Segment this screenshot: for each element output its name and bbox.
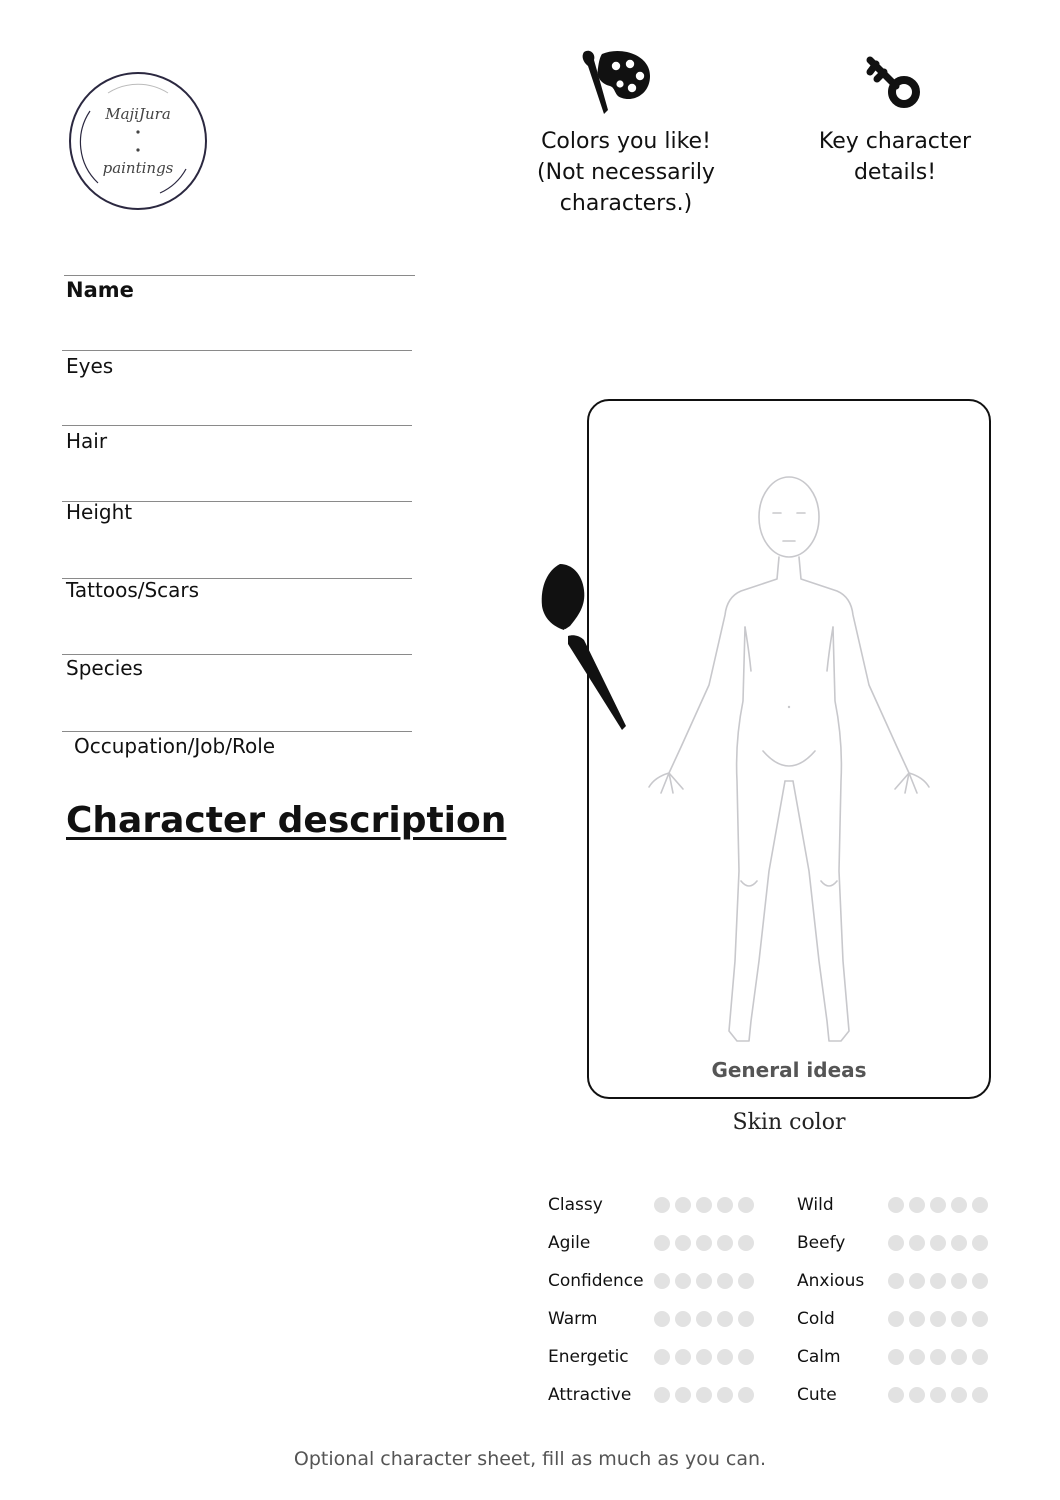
character-description-title: Character description <box>66 800 507 841</box>
rating-dot[interactable] <box>654 1235 670 1251</box>
trait-rating-dots[interactable] <box>654 1349 754 1365</box>
rating-dot[interactable] <box>717 1387 733 1403</box>
rating-dot[interactable] <box>738 1349 754 1365</box>
colors-prompt-line2: (Not necessarily <box>537 160 715 185</box>
logo-circle <box>68 71 208 211</box>
field-label-height: Height <box>66 500 133 524</box>
rating-dot[interactable] <box>972 1235 988 1251</box>
rating-dot[interactable] <box>738 1273 754 1289</box>
trait-rating-dots[interactable] <box>654 1235 754 1251</box>
rating-dot[interactable] <box>930 1273 946 1289</box>
figure-frame <box>587 399 991 1099</box>
body-outline-illustration <box>589 401 989 1097</box>
rating-dot[interactable] <box>717 1311 733 1327</box>
trait-label: Cold <box>797 1309 835 1329</box>
trait-rating-dots[interactable] <box>888 1197 988 1213</box>
rating-dot[interactable] <box>951 1349 967 1365</box>
trait-row <box>548 1347 758 1385</box>
trait-rating-dots[interactable] <box>888 1235 988 1251</box>
colors-prompt-line1: Colors you like! <box>541 129 711 154</box>
trait-row <box>548 1233 758 1271</box>
logo-text-top: MajiJura <box>105 105 171 123</box>
trait-label: Agile <box>548 1233 591 1253</box>
rating-dot[interactable] <box>675 1387 691 1403</box>
rating-dot[interactable] <box>951 1197 967 1213</box>
trait-rating-dots[interactable] <box>654 1311 754 1327</box>
trait-row <box>548 1271 758 1309</box>
key-icon <box>862 52 924 110</box>
rating-dot[interactable] <box>675 1197 691 1213</box>
rating-dot[interactable] <box>675 1311 691 1327</box>
trait-row <box>797 1347 992 1385</box>
rating-dot[interactable] <box>888 1273 904 1289</box>
rating-dot[interactable] <box>951 1387 967 1403</box>
colors-prompt <box>526 126 726 219</box>
trait-row <box>548 1385 758 1423</box>
rating-dot[interactable] <box>696 1235 712 1251</box>
rating-dot[interactable] <box>909 1273 925 1289</box>
rating-dot[interactable] <box>951 1235 967 1251</box>
footer-note: Optional character sheet, fill as much as you can. <box>293 1448 767 1470</box>
rating-dot[interactable] <box>888 1235 904 1251</box>
trait-label: Beefy <box>797 1233 846 1253</box>
colors-prompt-line3: characters.) <box>559 191 693 216</box>
trait-label: Classy <box>548 1195 603 1215</box>
rating-dot[interactable] <box>654 1349 670 1365</box>
rating-dot[interactable] <box>717 1349 733 1365</box>
rating-dot[interactable] <box>909 1311 925 1327</box>
rating-dot[interactable] <box>675 1273 691 1289</box>
rating-dot[interactable] <box>972 1387 988 1403</box>
field-label-occupation: Occupation/Job/Role <box>74 734 276 758</box>
trait-label: Energetic <box>548 1347 629 1367</box>
rating-dot[interactable] <box>738 1235 754 1251</box>
field-label-hair: Hair <box>66 429 108 453</box>
rating-dot[interactable] <box>909 1387 925 1403</box>
trait-label: Warm <box>548 1309 598 1329</box>
logo-text-bottom: paintings <box>102 159 174 177</box>
rating-dot[interactable] <box>930 1387 946 1403</box>
rating-dot[interactable] <box>675 1349 691 1365</box>
trait-label: Wild <box>797 1195 834 1215</box>
key-prompt-line2: details! <box>853 160 937 185</box>
rating-dot[interactable] <box>654 1273 670 1289</box>
rating-dot[interactable] <box>909 1235 925 1251</box>
rating-dot[interactable] <box>972 1273 988 1289</box>
field-label-species: Species <box>66 656 143 680</box>
trait-row <box>797 1195 992 1233</box>
trait-rating-dots[interactable] <box>654 1387 754 1403</box>
rating-dot[interactable] <box>675 1235 691 1251</box>
rating-dot[interactable] <box>654 1387 670 1403</box>
trait-label: Cute <box>797 1385 837 1405</box>
rating-dot[interactable] <box>654 1197 670 1213</box>
rating-dot[interactable] <box>738 1387 754 1403</box>
rating-dot[interactable] <box>930 1349 946 1365</box>
palette-icon <box>580 48 654 118</box>
rating-dot[interactable] <box>696 1387 712 1403</box>
rating-dot[interactable] <box>909 1349 925 1365</box>
field-label-name: Name <box>66 278 134 302</box>
rating-dot[interactable] <box>972 1349 988 1365</box>
trait-label: Calm <box>797 1347 841 1367</box>
field-rule-name <box>64 275 415 276</box>
trait-rating-dots[interactable] <box>888 1349 988 1365</box>
rating-dot[interactable] <box>930 1235 946 1251</box>
rating-dot[interactable] <box>696 1349 712 1365</box>
field-label-eyes: Eyes <box>66 354 114 378</box>
rating-dot[interactable] <box>696 1273 712 1289</box>
rating-dot[interactable] <box>972 1197 988 1213</box>
trait-rating-dots[interactable] <box>888 1387 988 1403</box>
trait-row <box>797 1271 992 1309</box>
rating-dot[interactable] <box>909 1197 925 1213</box>
trait-row <box>797 1385 992 1423</box>
trait-row <box>797 1309 992 1347</box>
rating-dot[interactable] <box>696 1197 712 1213</box>
rating-dot[interactable] <box>717 1197 733 1213</box>
field-label-tattoos: Tattoos/Scars <box>66 578 200 602</box>
rating-dot[interactable] <box>951 1311 967 1327</box>
trait-row <box>797 1233 992 1271</box>
trait-rating-dots[interactable] <box>654 1197 754 1213</box>
trait-rating-dots[interactable] <box>654 1273 754 1289</box>
skin-color-label: Skin color <box>732 1110 846 1135</box>
rating-dot[interactable] <box>888 1349 904 1365</box>
logo <box>68 71 208 211</box>
rating-dot[interactable] <box>888 1197 904 1213</box>
field-rule-eyes <box>62 350 412 351</box>
field-rule-occupation <box>62 731 412 732</box>
rating-dot[interactable] <box>696 1311 712 1327</box>
trait-label: Anxious <box>797 1271 865 1291</box>
rating-dot[interactable] <box>717 1273 733 1289</box>
rating-dot[interactable] <box>951 1273 967 1289</box>
rating-dot[interactable] <box>654 1311 670 1327</box>
rating-dot[interactable] <box>738 1197 754 1213</box>
rating-dot[interactable] <box>888 1311 904 1327</box>
field-rule-species <box>62 654 412 655</box>
traits-right-column <box>797 1195 992 1423</box>
trait-row <box>548 1309 758 1347</box>
trait-label: Attractive <box>548 1385 632 1405</box>
rating-dot[interactable] <box>930 1197 946 1213</box>
rating-dot[interactable] <box>717 1235 733 1251</box>
key-prompt-line1: Key character <box>818 129 972 154</box>
general-ideas-caption: General ideas <box>711 1058 867 1082</box>
trait-label: Confidence <box>548 1271 644 1291</box>
trait-row <box>548 1195 758 1233</box>
key-prompt <box>805 126 985 188</box>
rating-dot[interactable] <box>972 1311 988 1327</box>
traits-left-column <box>548 1195 758 1423</box>
rating-dot[interactable] <box>738 1311 754 1327</box>
trait-rating-dots[interactable] <box>888 1273 988 1289</box>
trait-rating-dots[interactable] <box>888 1311 988 1327</box>
field-rule-hair <box>62 425 412 426</box>
rating-dot[interactable] <box>888 1387 904 1403</box>
rating-dot[interactable] <box>930 1311 946 1327</box>
